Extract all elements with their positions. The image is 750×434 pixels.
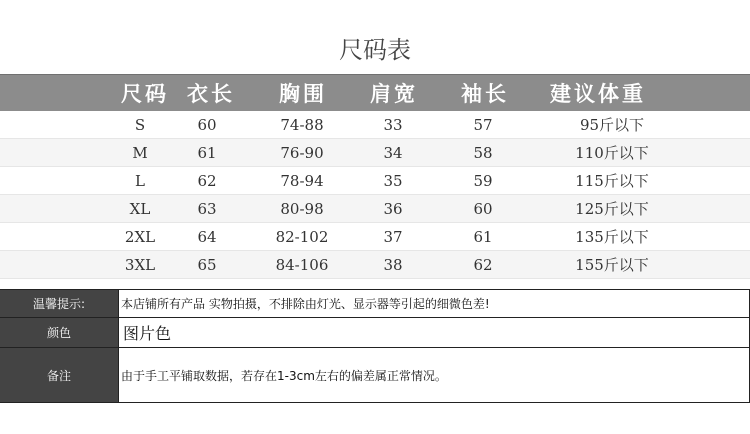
cell-shoulder: 33 xyxy=(383,115,403,134)
cell-weight: 110斤以下 xyxy=(575,144,649,162)
cell-weight: 155斤以下 xyxy=(575,256,649,274)
cell-length: 61 xyxy=(197,143,217,162)
cell-size: M xyxy=(132,143,148,162)
notes-table xyxy=(0,289,750,403)
size-table xyxy=(0,74,750,279)
cell-size: S xyxy=(134,115,146,134)
cell-weight: 135斤以下 xyxy=(575,228,649,246)
color-value: 图片色 xyxy=(123,324,172,343)
table-row xyxy=(0,195,750,223)
header-length: 衣长 xyxy=(187,81,235,106)
note-row-tip xyxy=(0,290,749,318)
cell-weight: 125斤以下 xyxy=(575,200,649,218)
cell-chest: 80-98 xyxy=(280,199,324,218)
cell-length: 60 xyxy=(197,115,217,134)
cell-shoulder: 36 xyxy=(383,199,403,218)
header-size: 尺码 xyxy=(121,81,169,106)
cell-shoulder: 35 xyxy=(383,171,403,190)
note-row-remark xyxy=(0,348,749,402)
remark-label: 备注 xyxy=(0,348,119,402)
header-shoulder: 肩宽 xyxy=(370,81,418,106)
cell-length: 64 xyxy=(197,227,217,246)
header-sleeve: 袖长 xyxy=(461,81,509,106)
cell-sleeve: 61 xyxy=(473,227,493,246)
cell-shoulder: 38 xyxy=(383,255,403,274)
table-row xyxy=(0,111,750,139)
cell-sleeve: 59 xyxy=(473,171,493,190)
table-header-row xyxy=(0,74,750,111)
cell-size: XL xyxy=(129,199,151,218)
cell-chest: 84-106 xyxy=(275,255,329,274)
cell-chest: 74-88 xyxy=(280,115,324,134)
tip-label: 温馨提示: xyxy=(0,290,119,317)
cell-shoulder: 37 xyxy=(383,227,403,246)
header-chest: 胸围 xyxy=(279,81,327,106)
cell-length: 62 xyxy=(197,171,217,190)
cell-sleeve: 62 xyxy=(473,255,493,274)
remark-value: 由于手工平铺取数据，若存在1-3cm左右的偏差属正常情况。 xyxy=(121,368,447,383)
cell-chest: 82-102 xyxy=(275,227,329,246)
cell-shoulder: 34 xyxy=(383,143,403,162)
cell-length: 63 xyxy=(197,199,217,218)
table-row xyxy=(0,139,750,167)
tip-value: 本店铺所有产品 实物拍摄，不排除由灯光、显示器等引起的细微色差! xyxy=(121,297,490,311)
color-label: 颜色 xyxy=(0,318,119,347)
cell-size: 3XL xyxy=(124,255,156,274)
table-row xyxy=(0,223,750,251)
cell-weight: 115斤以下 xyxy=(575,172,649,190)
cell-chest: 76-90 xyxy=(280,143,324,162)
table-row xyxy=(0,167,750,195)
cell-sleeve: 57 xyxy=(473,115,493,134)
cell-size: 2XL xyxy=(124,227,156,246)
cell-chest: 78-94 xyxy=(280,171,324,190)
cell-sleeve: 60 xyxy=(473,199,493,218)
cell-weight: 95斤以下 xyxy=(579,116,645,134)
table-row xyxy=(0,251,750,279)
page-title: 尺码表 xyxy=(339,36,411,64)
cell-size: L xyxy=(135,171,145,190)
note-row-color xyxy=(0,318,749,348)
cell-length: 65 xyxy=(197,255,217,274)
cell-sleeve: 58 xyxy=(473,143,493,162)
header-weight: 建议体重 xyxy=(550,81,646,106)
